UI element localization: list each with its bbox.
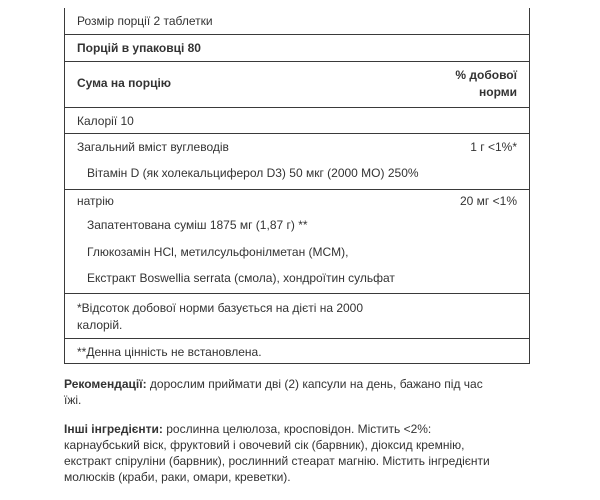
recommendations-text1: дорослим приймати дві (2) капсули на день, бажано під час bbox=[146, 377, 483, 391]
sodium-label: натрію bbox=[77, 194, 114, 208]
other-ingredients-line1 bbox=[64, 421, 536, 437]
carbs-label: Загальний вміст вуглеводів bbox=[77, 140, 229, 154]
amount-per-serving-label: Сума на порцію bbox=[77, 76, 172, 90]
footnote-daily-value bbox=[65, 294, 529, 339]
other-ingredients-text1: рослинна целюлоза, кросповідон. Містить <2%: bbox=[162, 422, 432, 436]
sodium-row bbox=[65, 190, 529, 294]
footnote1-line1: *Відсоток добової норми базується на дієті на 2000 bbox=[77, 301, 364, 315]
recommendations-line1 bbox=[64, 376, 536, 392]
recommendations-label: Рекомендації: bbox=[64, 377, 147, 391]
footnote-not-established bbox=[65, 339, 529, 364]
other-ingredients bbox=[64, 421, 536, 485]
sodium-value: 20 мг <1% bbox=[460, 194, 517, 208]
blend-ingredients-line2: Екстракт Boswellia serrata (смола), хондроїтин сульфат bbox=[87, 271, 395, 285]
calories-row bbox=[65, 108, 529, 134]
carbs-value: 1 г <1%* bbox=[470, 140, 517, 154]
supplement-facts-panel bbox=[64, 8, 530, 364]
blend-ingredients-line1: Глюкозамін HCl, метилсульфонілметан (МСМ), bbox=[87, 245, 349, 259]
footnote1-line2: калорій. bbox=[77, 318, 123, 332]
other-ingredients-text2: карнаубський віск, фруктовий і овочевий сік (барвник), діоксид кремнію, bbox=[64, 438, 465, 452]
servings-per-container: Порцій в упаковці 80 bbox=[77, 41, 201, 55]
other-ingredients-label: Інші інгредієнти: bbox=[64, 422, 163, 436]
servings-per-container-row bbox=[65, 35, 529, 62]
proprietary-blend: Запатентована суміш 1875 мг (1,87 г) ** bbox=[87, 218, 308, 232]
recommendations-text2: їжі. bbox=[64, 393, 82, 407]
daily-value-header-line2: норми bbox=[478, 85, 517, 99]
other-ingredients-text3: екстракт спіруліни (барвник), рослинний стеарат магнію. Містить інгредієнти bbox=[64, 454, 490, 468]
recommendations bbox=[64, 376, 536, 408]
daily-value-header bbox=[455, 67, 517, 101]
daily-value-header-line1: % добової bbox=[455, 68, 517, 82]
serving-size-row bbox=[65, 8, 529, 35]
vitamin-d: Вітамін D (як холекальциферол D3) 50 мкг (2000 МО) 250% bbox=[87, 166, 419, 180]
facts-header-row bbox=[65, 62, 529, 108]
serving-size: Розмір порції 2 таблетки bbox=[77, 14, 213, 28]
other-ingredients-text4: молюсків (краби, раки, омари, креветки). bbox=[64, 470, 291, 484]
carbohydrates-row bbox=[65, 134, 529, 190]
calories: Калорії 10 bbox=[77, 114, 134, 128]
footnote2: **Денна цінність не встановлена. bbox=[77, 345, 262, 359]
